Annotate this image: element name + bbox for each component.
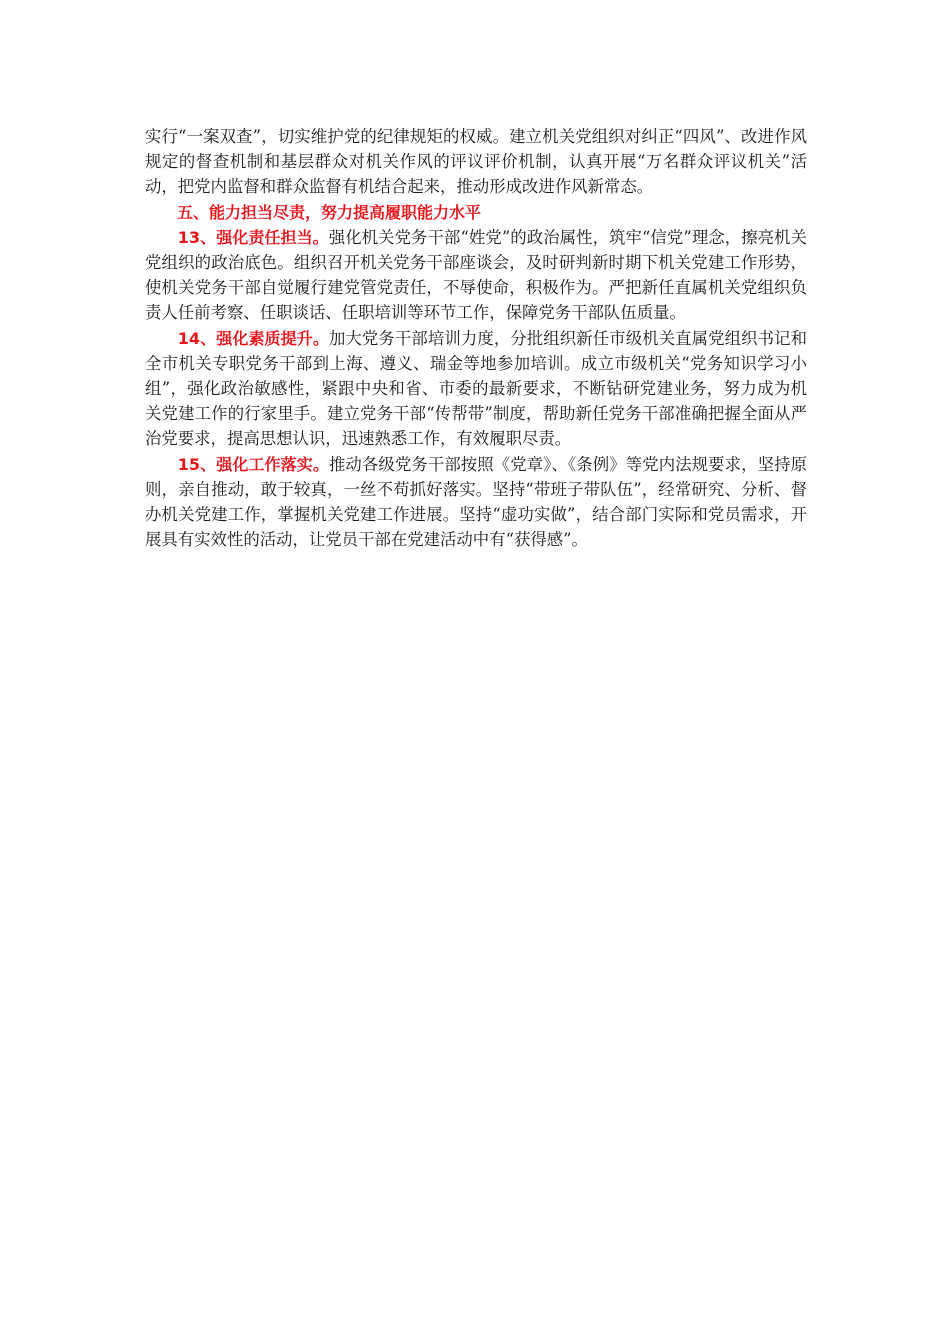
item-body-13: 强化机关党务干部“姓党”的政治属性，筑牢“信党”理念，擦亮机关党组织的政治底色。组织召开机关党务干部座谈会，及时研判新时期下机关党建工作形势，使机关党务干部自觉履行建党管党责任，不辱使命，积极作为。严把新任直属机关党组织负责人任前考察、任职谈话、任职培训等环节工作，保障党务干部队伍质量。 (145, 227, 807, 323)
item-body-15: 推动各级党务干部按照《党章》、《条例》等党内法规要求，坚持原则，亲自推动，敢于较真，一丝不苟抓好落实。坚持“带班子带队伍”，经常研究、分析、督办机关党建工作，掌握机关党建工作进展。坚持“虚功实做”，结合部门实际和党员需求，开展具有实效性的活动，让党员干部在党建活动中有“获得感”。 (145, 454, 807, 550)
section-heading: 五、能力担当尽责，努力提高履职能力水平 (177, 202, 482, 222)
item-paragraph-13 (145, 225, 807, 326)
item-paragraph-15 (145, 452, 807, 553)
document-body (145, 124, 807, 552)
item-paragraph-14 (145, 326, 807, 452)
intro-paragraph: 实行“一案双查”，切实维护党的纪律规矩的权威。建立机关党组织对纠正“四风”、改进作风规定的督查机制和基层群众对机关作风的评议评价机制，认真开展“万名群众评议机关”活动，把党内监督和群众监督有机结合起来，推动形成改进作风新常态。 (145, 127, 807, 197)
item-lead-13: 13、强化责任担当。 (177, 227, 329, 247)
item-body-14: 加大党务干部培训力度，分批组织新任市级机关直属党组织书记和全市机关专职党务干部到上海、遵义、瑞金等地参加培训。成立市级机关“党务知识学习小组”，强化政治敏感性，紧跟中央和省、市委的最新要求，不断钻研党建业务，努力成为机关党建工作的行家里手。建立党务干部“传帮带”制度，帮助新任党务干部准确把握全面从严治党要求，提高思想认识，迅速熟悉工作，有效履职尽责。 (145, 328, 807, 449)
item-lead-14: 14、强化素质提升。 (177, 328, 329, 348)
item-lead-15: 15、强化工作落实。 (177, 454, 329, 474)
